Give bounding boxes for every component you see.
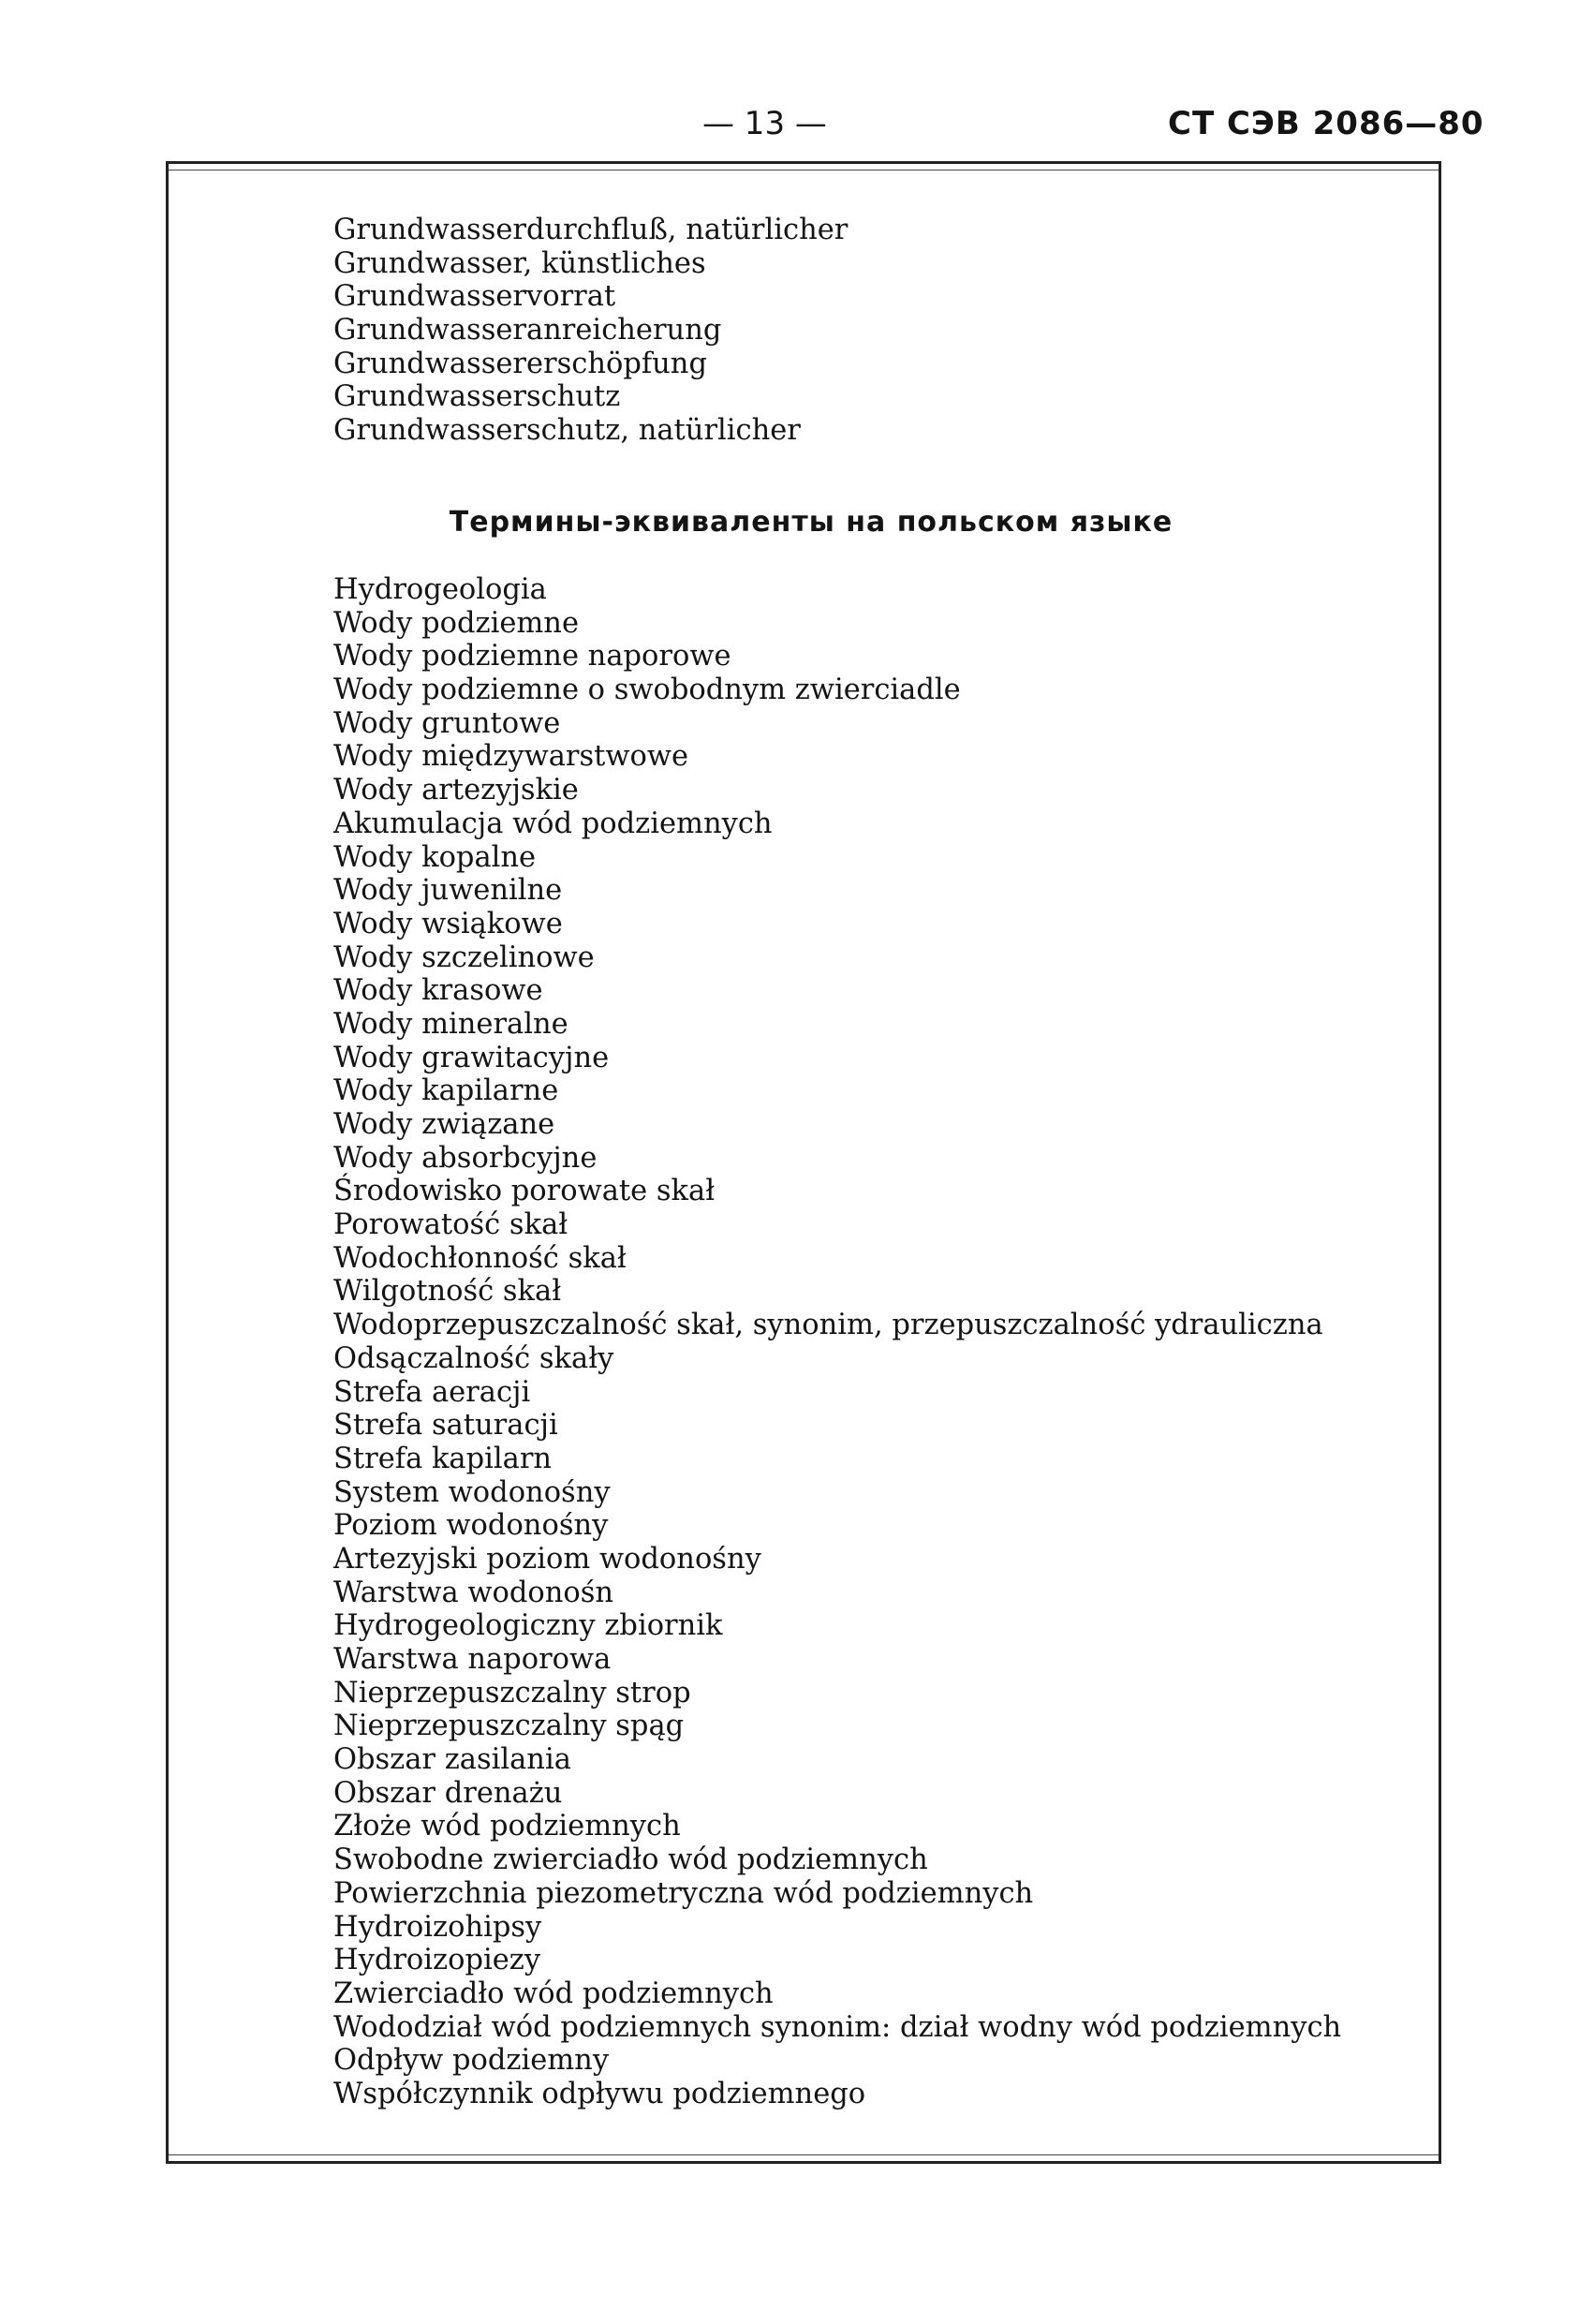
term-text: Hydrogeologiczny zbiornik: [333, 1609, 723, 1643]
term-text: System wodonośny: [333, 1475, 611, 1509]
term-text: Wilgotność skał: [333, 1275, 562, 1309]
term-text: Wododział wód podziemnych synonim: dział wodny wód podziemnych: [333, 2010, 1342, 2044]
term-text: Wody kopalne: [333, 840, 537, 874]
term-text: Wody wsiąkowe: [333, 907, 563, 940]
term-text: Powierzchnia piezometryczna wód podziemnych: [333, 1876, 1034, 1910]
term-text: Grundwasser, künstliches: [333, 246, 706, 280]
term-text: Wodochłonność skał: [333, 1241, 627, 1275]
section-heading-polish: Термины-эквиваленты на польском языке: [449, 506, 1173, 539]
term-text: Wody absorbcyjne: [333, 1141, 598, 1175]
term-text: Odpływ podziemny: [333, 2044, 610, 2078]
term-text: Porowatość skał: [333, 1208, 568, 1242]
term-text: Zwierciadło wód podziemnych: [333, 1976, 774, 2010]
document-code: СТ СЭВ 2086—80: [1168, 105, 1484, 142]
term-text: Hydroizopiezy: [333, 1944, 541, 1977]
term-text: Wody krasowe: [333, 974, 543, 1008]
term-text: Złoże wód podziemnych: [333, 1810, 681, 1843]
term-text: Strefa saturacji: [333, 1409, 558, 1443]
term-text: Akumulacja wód podziemnych: [333, 807, 773, 840]
term-text: Warstwa wodonośn: [333, 1576, 614, 1609]
page-number: — 13 —: [702, 105, 827, 142]
term-text: Grundwasservorrat: [333, 280, 616, 314]
term-text: Nieprzepuszczalny strop: [333, 1676, 691, 1710]
term-text: Grundwassererschöpfung: [333, 347, 707, 380]
term-text: Hydroizohipsy: [333, 1910, 542, 1944]
term-text: Wody międzywarstwowe: [333, 740, 689, 774]
term-text: Poziom wodonośny: [333, 1509, 609, 1543]
term-text: Odsączalność skały: [333, 1341, 614, 1375]
term-text: Artezyjski poziom wodonośny: [333, 1542, 761, 1576]
term-text: Wody juwenilne: [333, 874, 563, 908]
term-text: Wody kapilarne: [333, 1074, 559, 1108]
frame-bottom-rule: [169, 2154, 1439, 2155]
term-text: Obszar drenażu: [333, 1776, 563, 1810]
term-text: Strefa kapilarn: [333, 1442, 553, 1475]
term-text: Obszar zasilania: [333, 1743, 571, 1777]
term-text: Swobodne zwierciadło wód podziemnych: [333, 1843, 928, 1877]
term-text: Wody artezyjskie: [333, 774, 579, 807]
term-text: Strefa aeracji: [333, 1375, 531, 1409]
term-text: Współczynnik odpływu podziemnego: [333, 2077, 866, 2110]
term-text: Wody grawitacyjne: [333, 1041, 610, 1074]
term-text: Warstwa naporowa: [333, 1643, 612, 1676]
term-text: Grundwasserdurchfluß, natürlicher: [333, 214, 849, 246]
term-text: Hydrogeologia: [333, 573, 547, 606]
term-text: Nieprzepuszczalny spąg: [333, 1710, 685, 1743]
term-text: Grundwasserschutz: [333, 380, 621, 414]
term-text: Grundwasseranreicherung: [333, 314, 722, 348]
term-text: Wody związane: [333, 1108, 555, 1141]
term-text: Wodoprzepuszczalność skał, synonim, przepuszczalność ydrauliczna: [333, 1309, 1323, 1342]
term-text: Wody podziemne o swobodnym zwierciadle: [333, 674, 961, 707]
term-text: Wody mineralne: [333, 1007, 568, 1041]
term-text: Wody szczelinowe: [333, 940, 595, 974]
term-text: Wody gruntowe: [333, 706, 561, 740]
term-text: Środowisko porowate skał: [333, 1175, 716, 1208]
page-header: [0, 105, 1594, 152]
term-text: Wody podziemne naporowe: [333, 640, 731, 674]
term-text: Wody podziemne: [333, 606, 579, 640]
term-text: Grundwasserschutz, natürlicher: [333, 414, 801, 448]
